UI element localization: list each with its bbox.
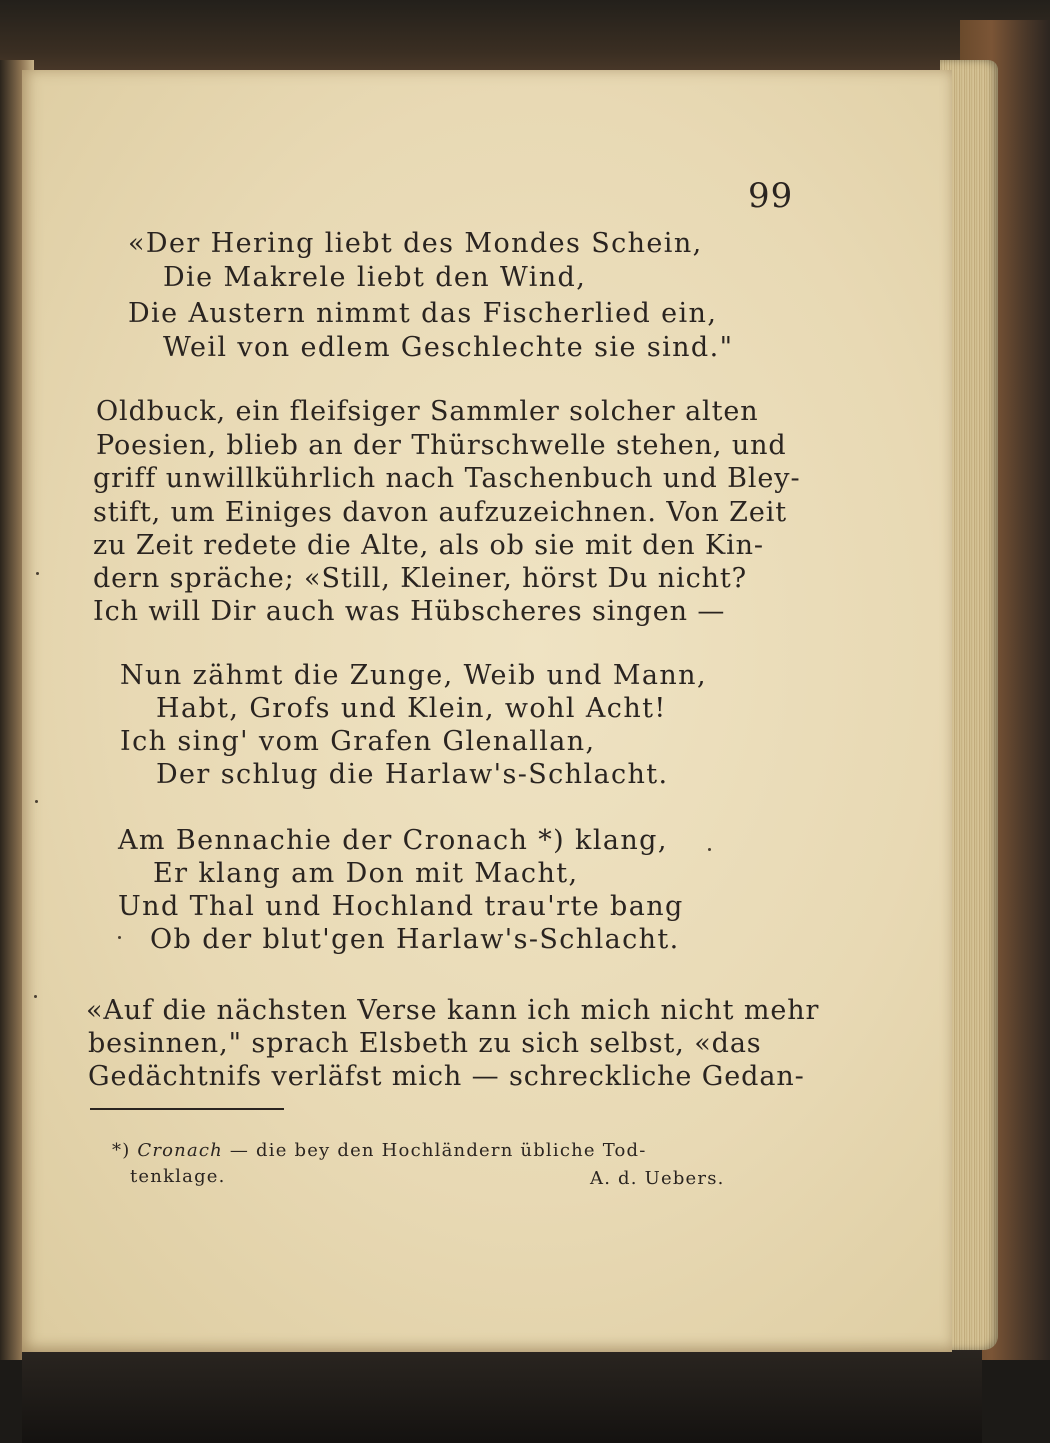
footnote-text: — die bey den Hochländern übliche Tod- bbox=[229, 1140, 647, 1161]
verse-line: Habt, Grofs und Klein, wohl Acht! bbox=[156, 693, 667, 724]
verse-line: Nun zähmt die Zunge, Weib und Mann, bbox=[120, 660, 707, 691]
footnote-term: Cronach bbox=[137, 1140, 223, 1161]
footnote-line-1 bbox=[112, 1140, 647, 1161]
footnote-continuation: tenklage. bbox=[130, 1166, 226, 1187]
verse-line: Weil von edlem Geschlechte sie sind." bbox=[163, 332, 734, 363]
paper-speck bbox=[118, 936, 121, 939]
verse-line: Ich sing' vom Grafen Glenallan, bbox=[120, 726, 596, 757]
paper-speck bbox=[34, 995, 37, 998]
verse-line: Und Thal und Hochland trau'rte bang bbox=[118, 891, 684, 922]
prose-line: «Auf die nächsten Verse kann ich mich nicht mehr bbox=[86, 995, 820, 1026]
footnote-divider bbox=[90, 1108, 284, 1110]
verse-line: Ob der blut'gen Harlaw's-Schlacht. bbox=[150, 924, 680, 955]
verse-line: Er klang am Don mit Macht, bbox=[153, 858, 579, 889]
verse-line: «Der Hering liebt des Mondes Schein, bbox=[128, 228, 703, 259]
book-bottom-shadow bbox=[22, 1350, 982, 1443]
prose-line: Oldbuck, ein fleifsiger Sammler solcher alten bbox=[96, 396, 759, 427]
verse-line: Am Bennachie der Cronach *) klang, bbox=[118, 825, 668, 856]
verse-line: Der schlug die Harlaw's-Schlacht. bbox=[156, 759, 669, 790]
verse-line: Die Austern nimmt das Fischerlied ein, bbox=[128, 298, 718, 329]
footnote-marker: *) bbox=[112, 1140, 131, 1161]
verse-line: Die Makrele liebt den Wind, bbox=[163, 262, 587, 293]
prose-line: griff unwillkührlich nach Taschenbuch und Bley- bbox=[93, 463, 801, 494]
paper-speck bbox=[35, 800, 38, 803]
prose-line: stift, um Einiges davon aufzuzeichnen. Von Zeit bbox=[93, 497, 787, 528]
prose-line: besinnen," sprach Elsbeth zu sich selbst, «das bbox=[88, 1028, 762, 1059]
prose-line: Ich will Dir auch was Hübscheres singen — bbox=[93, 596, 726, 627]
prose-line: Gedächtnifs verläfst mich — schreckliche Gedan- bbox=[88, 1061, 805, 1092]
paper-speck bbox=[708, 848, 711, 851]
footnote-attribution: A. d. Uebers. bbox=[590, 1168, 725, 1189]
prose-line: dern spräche; «Still, Kleiner, hörst Du nicht? bbox=[93, 563, 748, 594]
prose-line: zu Zeit redete die Alte, als ob sie mit den Kin- bbox=[93, 530, 764, 561]
page-number: 99 bbox=[748, 176, 794, 216]
prose-line: Poesien, blieb an der Thürschwelle stehen, und bbox=[96, 430, 787, 461]
paper-speck bbox=[36, 572, 39, 575]
